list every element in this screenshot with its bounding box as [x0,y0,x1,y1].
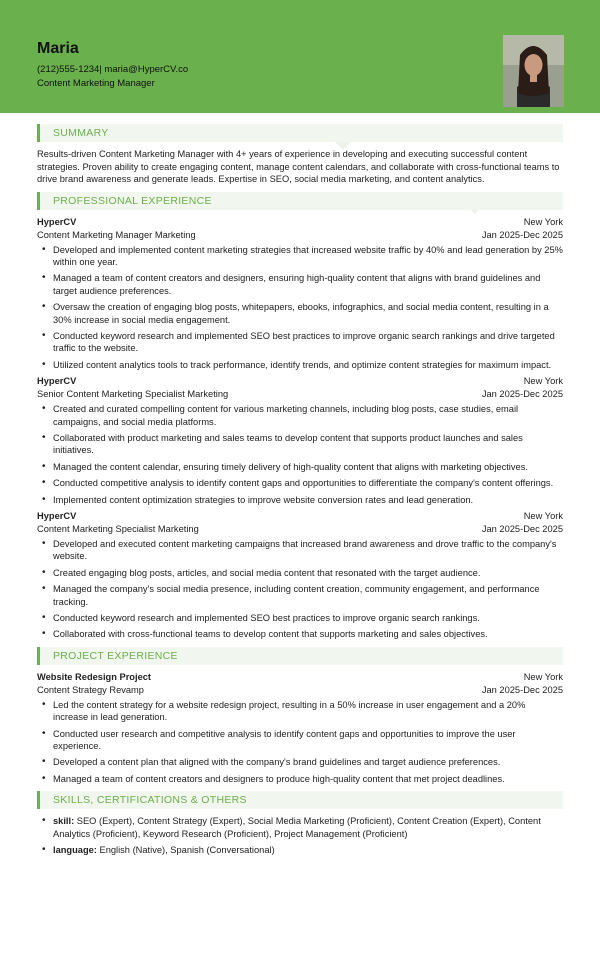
bullet-item: • Collaborated with product marketing and sales teams to develop content that supports product launches and sales initiatives. [53,432,563,457]
bullet-item: • Managed the content calendar, ensuring timely delivery of high-quality content that aligns with marketing objectives. [53,461,563,473]
section-title: PROJECT EXPERIENCE [53,649,178,662]
section-title: SUMMARY [53,127,109,139]
bullet-item: • Managed a team of content creators and designers to produce high-quality content that met project deadlines. [53,773,563,785]
bullet-item: • Managed the company's social media presence, including content creation, community engagement, and performance tracking. [53,583,563,608]
contact-info: (212)555-1234| maria@HyperCV.co [37,64,189,75]
section-header-projects [37,647,563,665]
job-entry [37,216,563,372]
language-item [53,844,563,856]
bullet-item: • Developed and executed content marketing campaigns that increased brand awareness and drove traffic to the company's website. [53,538,563,563]
skill-text: SEO (Expert), Content Strategy (Expert), Social Media Marketing (Proficient), Content Creation (Expert), Content Analytics (Proficient), Keyword Research (Proficient), Project Management (Proficient) [53,816,541,839]
job-entry [37,510,563,641]
job-location: New York [523,511,563,521]
project-location: New York [523,671,563,682]
job-dates: Jan 2025-Dec 2025 [481,389,563,400]
job-location: New York [523,376,563,387]
job-position: Content Marketing Specialist Marketing [37,524,199,534]
bullet-item: • Conducted competitive analysis to identify content gaps and opportunities to differentiate the company's content offerings. [53,477,563,489]
section-header-skills [37,791,563,809]
project-role: Content Strategy Revamp [37,684,144,695]
job-bullets [37,244,563,372]
project-name: Website Redesign Project [37,671,152,682]
project-bullets [37,699,563,785]
company-name: HyperCV [37,511,77,521]
job-bullets [37,538,563,641]
bullet-item: • Conducted keyword research and implemented SEO best practices to improve organic search rankings and drive targeted traffic to the website. [53,330,563,355]
bullet-item: • Utilized content analytics tools to track performance, identify trends, and optimize content strategies for maximum impact. [53,359,563,371]
job-entry [37,375,563,506]
company-name: HyperCV [37,216,77,227]
job-dates: Jan 2025-Dec 2025 [481,229,563,240]
bullet-item: • Collaborated with cross-functional teams to develop content that supports marketing and sales objectives. [53,628,563,640]
bullet-item: • Implemented content optimization strategies to improve website conversion rates and lead generation. [53,494,563,506]
language-text: English (Native), Spanish (Conversational) [96,845,275,856]
header-banner [0,0,600,113]
bullet-item: • Developed a content plan that aligned with the company's brand guidelines and target audience preferences. [53,756,563,768]
profile-photo [503,35,564,107]
bullet-item: • Conducted user research and competitive analysis to identify content gaps and opportunities to improve the user experience. [53,728,563,753]
project-entry [37,671,563,785]
section-accent-bar [37,791,40,809]
bullet-item: • Created engaging blog posts, articles, and social media content that resonated with the target audience. [53,567,563,579]
skills-list [37,815,563,856]
summary-text: Results-driven Content Marketing Manager with 4+ years of experience in developing and executing successful content strategies. Proven ability to create engaging content, manage content calendars, and collaborate with cross-functional teams to drive brand awareness and generate leads. Expertise in SEO, social media marketing, and content analytics. [37,149,560,184]
section-accent-bar [37,647,40,665]
job-position: Content Marketing Manager Marketing [37,229,196,240]
section-title: SKILLS, CERTIFICATIONS & OTHERS [53,794,247,807]
job-dates: Jan 2025-Dec 2025 [481,524,563,534]
job-position: Senior Content Marketing Specialist Marketing [37,389,229,400]
section-title: PROFESSIONAL EXPERIENCE [53,194,212,207]
section-header-summary [37,124,563,142]
skill-item [53,815,563,840]
candidate-name: Maria [37,40,79,57]
bullet-item: • Developed and implemented content marketing strategies that increased website traffic by 40% and lead generation by 25% within one year. [53,244,563,269]
section-header-experience [37,192,563,210]
bullet-item: • Led the content strategy for a website redesign project, resulting in a 50% increase in user engagement and a 20% increase in lead generation. [53,699,563,724]
language-label: language: [53,845,97,856]
resume-body [37,118,563,861]
section-accent-bar [37,124,40,142]
bullet-item: • Created and curated compelling content for various marketing channels, including blog posts, case studies, email campaigns, and social media platforms. [53,403,563,428]
skill-label: skill: [53,816,75,827]
company-name: HyperCV [37,376,77,387]
section-accent-bar [37,192,40,210]
job-title: Content Marketing Manager [37,78,155,89]
project-dates: Jan 2025-Dec 2025 [481,684,563,695]
bullet-item: • Conducted keyword research and implemented SEO best practices to improve organic search rankings. [53,612,563,624]
job-bullets [37,403,563,506]
bullet-item: • Managed a team of content creators and designers, ensuring high-quality content that aligns with brand guidelines and target audience preferences. [53,272,563,297]
bullet-item: • Oversaw the creation of engaging blog posts, whitepapers, ebooks, infographics, and social media content, resulting in a 30% increase in social media engagement. [53,301,563,326]
job-location: New York [523,216,563,227]
